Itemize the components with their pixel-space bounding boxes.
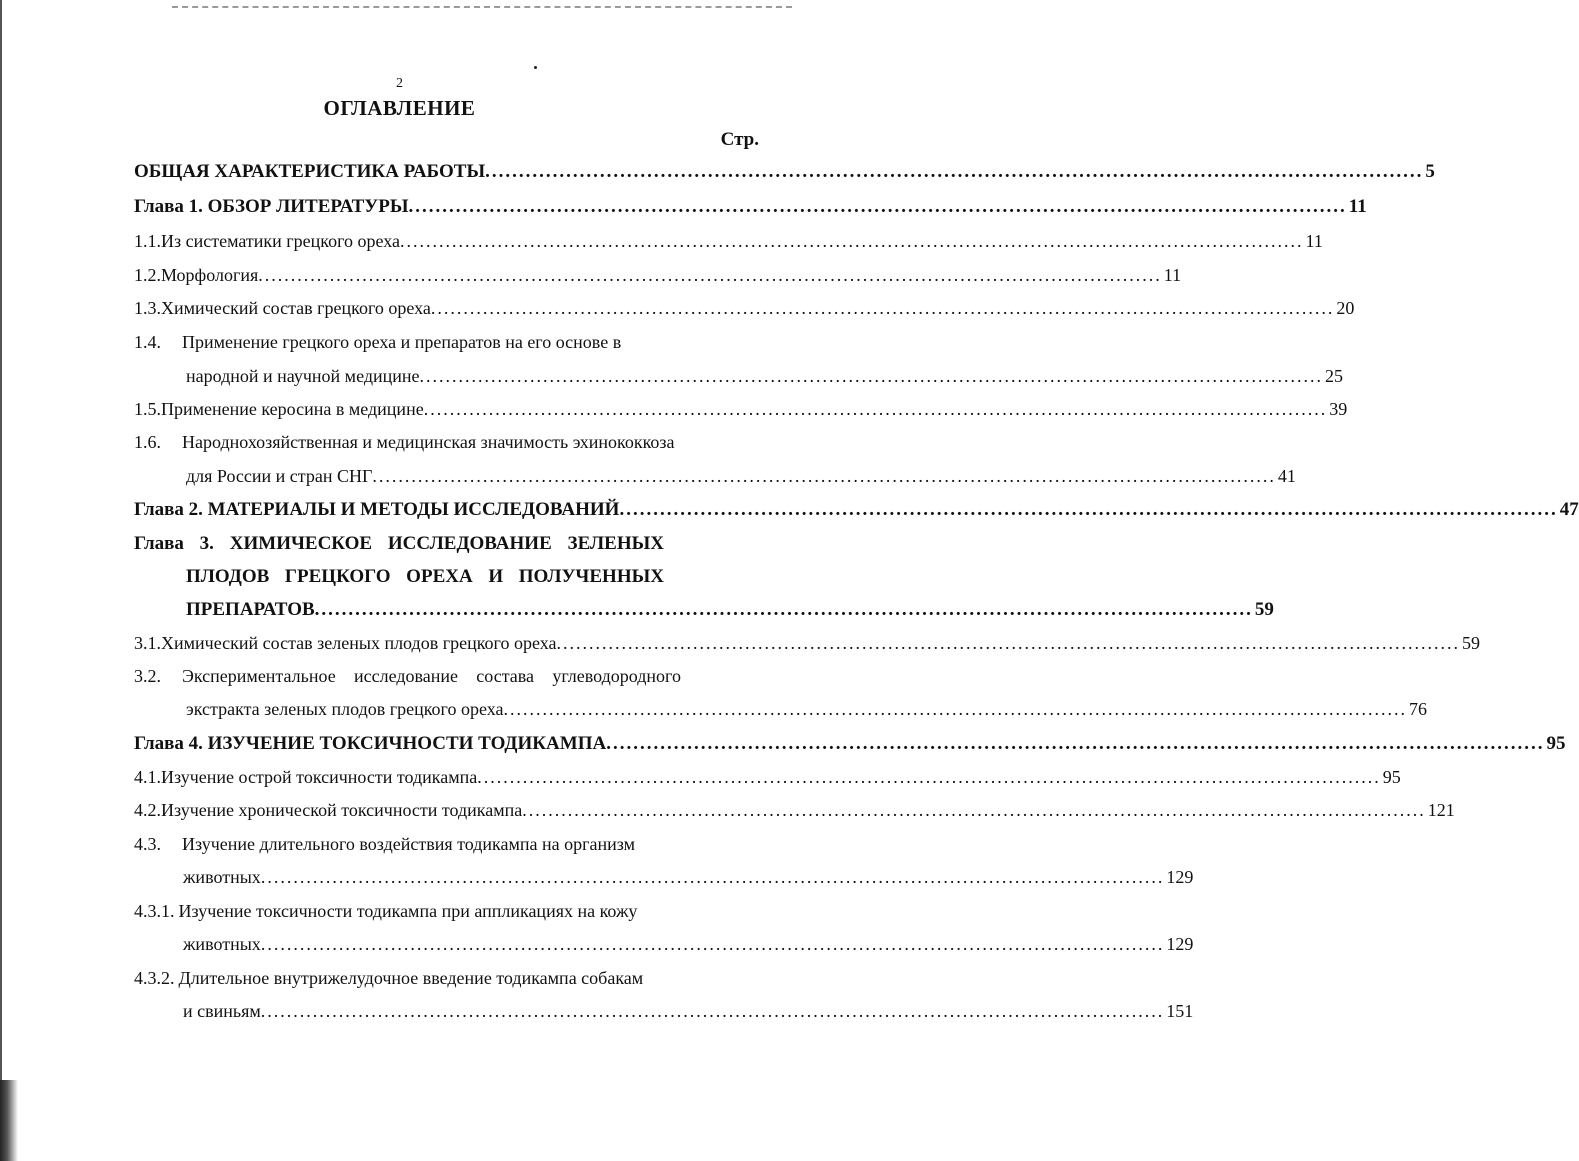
- toc-number: 4.3.1.: [134, 901, 175, 921]
- toc-leader: ...........................................................................................................................................: [556, 633, 1460, 653]
- toc-entry-text: Экспериментальное исследование состава углеводородного: [182, 666, 681, 686]
- page-title: ОГЛАВЛЕНИЕ: [323, 96, 476, 120]
- toc-entry-text: Народнохозяйственная и медицинская значимость эхинококкоза: [182, 432, 675, 452]
- toc-entry-text: Глава 4. ИЗУЧЕНИЕ ТОКСИЧНОСТИ ТОДИКАМПА: [134, 733, 607, 754]
- toc-entry-text: экстракта зеленых плодов грецкого ореха: [186, 699, 504, 719]
- toc-entry-text: Глава 1. ОБЗОР ЛИТЕРАТУРЫ: [134, 196, 409, 217]
- toc-leader: ...........................................................................................................................................: [260, 934, 1165, 954]
- toc-entry-3-2[interactable]: [134, 666, 681, 687]
- toc-entry-text: ОБЩАЯ ХАРАКТЕРИСТИКА РАБОТЫ: [134, 161, 486, 182]
- toc-leader: ...........................................................................................................................................: [430, 298, 1335, 318]
- toc-entry-text: для России и стран СНГ: [186, 466, 373, 486]
- toc-page: 39: [1329, 399, 1348, 419]
- toc-entry-1-1[interactable]: [134, 231, 1323, 252]
- toc-entry-1-4-cont[interactable]: [186, 366, 1344, 387]
- toc-entry-text: Химический состав зеленых плодов грецкого ореха: [161, 633, 557, 653]
- toc-entry-3-2-cont[interactable]: [186, 699, 1427, 720]
- toc-page: 47: [1559, 499, 1579, 520]
- toc-entry-chapter-3-cont[interactable]: [186, 599, 1274, 621]
- toc-leader: ...........................................................................................................................................: [419, 366, 1324, 386]
- toc-entry-text: Длительное внутрижелудочное введение тодикампа собакам: [178, 968, 644, 988]
- toc-entry-4-3-2[interactable]: [134, 968, 759, 989]
- toc-leader: ...........................................................................................................................................: [503, 699, 1407, 719]
- toc-entry-text: Глава 2. МАТЕРИАЛЫ И МЕТОДЫ ИССЛЕДОВАНИЙ: [134, 499, 620, 520]
- toc-entry-text: Изучение хронической токсичности тодикампа: [161, 800, 523, 820]
- toc-number: 1.6.: [134, 432, 161, 452]
- toc-entry-text: народной и научной медицине: [186, 366, 420, 386]
- toc-entry-4-3[interactable]: [134, 834, 759, 855]
- page-column-header: Стр.: [720, 129, 759, 150]
- toc-page: 59: [1461, 633, 1480, 653]
- toc-entry-1-6[interactable]: [134, 432, 759, 453]
- toc-leader: ...........................................................................................................................................: [260, 1001, 1165, 1021]
- toc-number: 1.2.: [134, 265, 161, 285]
- toc-entry-1-3[interactable]: [134, 298, 1355, 319]
- toc-number: 1.1.: [134, 231, 161, 251]
- toc-leader: ...........................................................................................................................................: [477, 767, 1381, 787]
- toc-entry-1-5[interactable]: [134, 399, 1348, 420]
- toc-leader: ...........................................................................................................................................: [423, 399, 1328, 419]
- toc-leader: ...........................................................................................................................................: [619, 499, 1558, 520]
- toc-number: 3.1.: [134, 633, 161, 653]
- toc-number: 1.3.: [134, 298, 161, 318]
- toc-number: 4.1.: [134, 767, 161, 787]
- scan-left-edge: [0, 0, 2, 1161]
- toc-leader: ...........................................................................................................................................: [606, 733, 1545, 754]
- toc-entry-text: Изучение острой токсичности тодикампа: [161, 767, 478, 787]
- scan-top-edge: [172, 6, 792, 8]
- toc-number: 4.2.: [134, 800, 161, 820]
- toc-entry-text: Применение керосина в медицине: [161, 399, 424, 419]
- toc-entry-text: Химический состав грецкого ореха: [161, 298, 431, 318]
- toc-leader: ...........................................................................................................................................: [400, 231, 1304, 251]
- toc-page: 25: [1325, 366, 1344, 386]
- toc-entry-3-1[interactable]: [134, 633, 1480, 654]
- toc-page: 20: [1336, 298, 1355, 318]
- toc-leader: ...........................................................................................................................................: [260, 867, 1165, 887]
- toc-entry-1-6-cont[interactable]: [186, 466, 1296, 487]
- toc-entry-chapter-3[interactable]: Глава 3. ХИМИЧЕСКОЕ ИССЛЕДОВАНИЕ ЗЕЛЕНЫХ: [134, 533, 664, 554]
- toc-entry-4-1[interactable]: [134, 767, 1401, 788]
- toc-entry-text: Морфология: [161, 265, 259, 285]
- toc-entry-chapter-1[interactable]: [134, 196, 1367, 218]
- toc-entry-1-2[interactable]: [134, 265, 1182, 286]
- toc-entry-text: животных: [183, 867, 261, 887]
- toc-entry-chapter-3-line-2[interactable]: ПЛОДОВ ГРЕЦКОГО ОРЕХА И ПОЛУЧЕННЫХ: [186, 566, 664, 587]
- page-number: 2: [396, 76, 403, 91]
- toc-page: 59: [1254, 599, 1274, 620]
- toc-leader: ...........................................................................................................................................: [372, 466, 1276, 486]
- toc-leader: ...........................................................................................................................................: [522, 800, 1426, 820]
- toc-entry-4-3-1[interactable]: [134, 901, 759, 922]
- toc-page: 151: [1166, 1001, 1194, 1021]
- toc-entry-4-3-cont[interactable]: [183, 867, 1194, 888]
- toc-number: 1.5.: [134, 399, 161, 419]
- toc-entry-text: Из систематики грецкого ореха: [161, 231, 401, 251]
- toc-entry-text: ПРЕПАРАТОВ: [186, 599, 315, 620]
- toc-entry-1-4[interactable]: [134, 332, 759, 353]
- toc-number: 1.4.: [134, 332, 161, 352]
- toc-page: 129: [1166, 867, 1194, 887]
- toc-entry-text: Применение грецкого ореха и препаратов на его основе в: [182, 332, 622, 352]
- toc-page: 11: [1348, 196, 1367, 217]
- toc-leader: ...........................................................................................................................................: [485, 161, 1424, 182]
- scan-corner-shadow: [0, 1080, 18, 1161]
- toc-entry-4-3-2-cont[interactable]: [183, 1001, 1194, 1022]
- scan-speck: [534, 66, 537, 69]
- toc-page: 121: [1427, 800, 1455, 820]
- toc-leader: ...........................................................................................................................................: [258, 265, 1162, 285]
- toc-entry-chapter-4[interactable]: [134, 733, 1566, 755]
- toc-leader: ...........................................................................................................................................: [314, 599, 1253, 620]
- toc-page: 95: [1382, 767, 1401, 787]
- toc-entry-general[interactable]: [134, 161, 1435, 183]
- toc-entry-chapter-2[interactable]: [134, 499, 1579, 521]
- toc-entry-text: и свиньям: [183, 1001, 261, 1021]
- toc-entry-4-2[interactable]: [134, 800, 1455, 821]
- toc-page: 11: [1163, 265, 1182, 285]
- toc-page: 95: [1546, 733, 1566, 754]
- toc-page: 5: [1425, 161, 1435, 182]
- toc-number: 3.2.: [134, 666, 161, 686]
- toc-number: 4.3.2.: [134, 968, 175, 988]
- toc-page: 41: [1277, 466, 1296, 486]
- toc-entry-text: Изучение длительного воздействия тодикампа на организм: [182, 834, 636, 854]
- toc-entry-4-3-1-cont[interactable]: [183, 934, 1194, 955]
- toc-page: 129: [1166, 934, 1194, 954]
- toc-number: 4.3.: [134, 834, 161, 854]
- toc-leader: ...........................................................................................................................................: [408, 196, 1347, 217]
- toc-entry-text: Изучение токсичности тодикампа при аппликациях на кожу: [178, 901, 638, 921]
- toc-page: 76: [1409, 699, 1427, 719]
- toc-page: 11: [1305, 231, 1323, 251]
- toc-entry-text: животных: [183, 934, 261, 954]
